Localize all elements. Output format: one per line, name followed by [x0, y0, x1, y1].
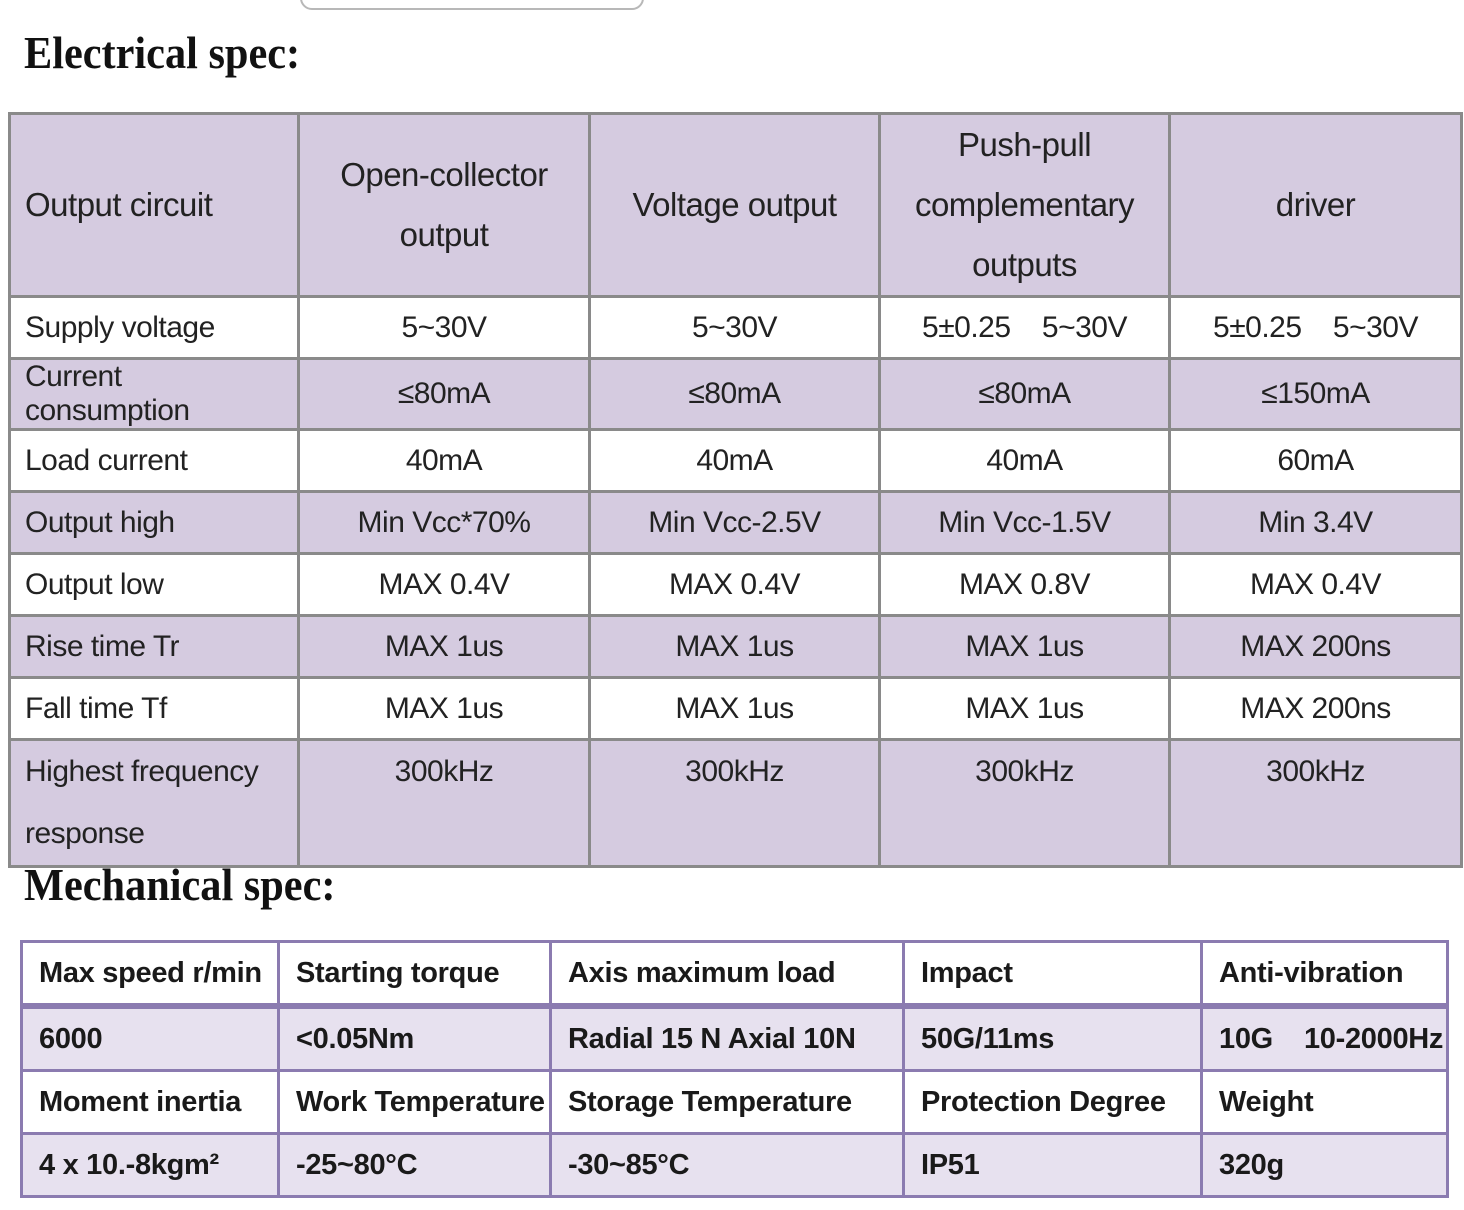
- table-row: [10, 616, 1462, 678]
- table-cell: 5±0.25 5~30V: [880, 297, 1170, 359]
- table-row: [10, 359, 1462, 430]
- table-cell: Moment inertia: [22, 1071, 279, 1134]
- header-voltage-output: Voltage output: [590, 114, 880, 297]
- table-cell: 50G/11ms: [904, 1006, 1202, 1071]
- table-cell: ≤80mA: [590, 359, 880, 430]
- header-push-pull: Push-pull complementary outputs: [880, 114, 1170, 297]
- table-cell: 5±0.25 5~30V: [1170, 297, 1462, 359]
- table-cell: 6000: [22, 1006, 279, 1071]
- table-cell: 300kHz: [880, 740, 1170, 867]
- table-cell: Starting torque: [279, 942, 551, 1007]
- table-cell: MAX 200ns: [1170, 616, 1462, 678]
- electrical-spec-table: [8, 112, 1463, 868]
- table-cell: Work Temperature: [279, 1071, 551, 1134]
- header-driver: driver: [1170, 114, 1462, 297]
- table-row: [10, 554, 1462, 616]
- table-cell: 5~30V: [590, 297, 880, 359]
- table-cell: ≤80mA: [880, 359, 1170, 430]
- table-cell: ≤80mA: [299, 359, 590, 430]
- table-cell: 5~30V: [299, 297, 590, 359]
- table-row: [22, 1071, 1448, 1134]
- table-cell: Weight: [1202, 1071, 1448, 1134]
- table-cell: Radial 15 N Axial 10N: [551, 1006, 904, 1071]
- table-cell: MAX 0.8V: [880, 554, 1170, 616]
- table-cell: MAX 0.4V: [299, 554, 590, 616]
- table-row: [22, 1134, 1448, 1197]
- row-label: Output high: [10, 492, 299, 554]
- table-row: [10, 740, 1462, 867]
- table-cell: MAX 200ns: [1170, 678, 1462, 740]
- table-cell: 300kHz: [1170, 740, 1462, 867]
- row-label: Current consumption: [10, 359, 299, 430]
- table-cell: Axis maximum load: [551, 942, 904, 1007]
- table-cell: -25~80°C: [279, 1134, 551, 1197]
- table-row: [22, 942, 1448, 1007]
- table-row: [10, 297, 1462, 359]
- table-cell: MAX 1us: [880, 678, 1170, 740]
- table-cell: MAX 1us: [590, 616, 880, 678]
- table-cell: MAX 0.4V: [590, 554, 880, 616]
- table-cell: MAX 1us: [299, 678, 590, 740]
- table-cell: MAX 0.4V: [1170, 554, 1462, 616]
- table-cell: 40mA: [299, 430, 590, 492]
- electrical-header-row: [10, 114, 1462, 297]
- header-output-circuit: Output circuit: [10, 114, 299, 297]
- header-open-collector: Open-collector output: [299, 114, 590, 297]
- table-cell: MAX 1us: [880, 616, 1170, 678]
- table-cell: Impact: [904, 942, 1202, 1007]
- row-label: Supply voltage: [10, 297, 299, 359]
- mechanical-spec-table: [20, 940, 1449, 1198]
- table-cell: 40mA: [880, 430, 1170, 492]
- table-cell: -30~85°C: [551, 1134, 904, 1197]
- row-label: Highest frequency response: [10, 740, 299, 867]
- mechanical-spec-title: Mechanical spec:: [24, 859, 336, 910]
- table-cell: Min 3.4V: [1170, 492, 1462, 554]
- table-cell: MAX 1us: [299, 616, 590, 678]
- table-cell: 40mA: [590, 430, 880, 492]
- table-cell: 10G 10-2000Hz: [1202, 1006, 1448, 1071]
- table-row: [10, 430, 1462, 492]
- table-cell: Storage Temperature: [551, 1071, 904, 1134]
- table-cell: Max speed r/min: [22, 942, 279, 1007]
- table-cell: MAX 1us: [590, 678, 880, 740]
- table-cell: 300kHz: [299, 740, 590, 867]
- table-row: [10, 678, 1462, 740]
- table-cell: IP51: [904, 1134, 1202, 1197]
- table-cell: ≤150mA: [1170, 359, 1462, 430]
- table-row: [22, 1006, 1448, 1071]
- row-label: Output low: [10, 554, 299, 616]
- table-cell: Min Vcc-2.5V: [590, 492, 880, 554]
- table-cell: 320g: [1202, 1134, 1448, 1197]
- table-cell: <0.05Nm: [279, 1006, 551, 1071]
- row-label: Fall time Tf: [10, 678, 299, 740]
- row-label: Rise time Tr: [10, 616, 299, 678]
- top-tab-decoration: [300, 0, 644, 10]
- table-cell: Min Vcc-1.5V: [880, 492, 1170, 554]
- table-cell: Anti-vibration: [1202, 942, 1448, 1007]
- table-cell: Protection Degree: [904, 1071, 1202, 1134]
- table-cell: Min Vcc*70%: [299, 492, 590, 554]
- table-cell: 300kHz: [590, 740, 880, 867]
- electrical-spec-title: Electrical spec:: [24, 27, 301, 78]
- table-row: [10, 492, 1462, 554]
- table-cell: 60mA: [1170, 430, 1462, 492]
- row-label: Load current: [10, 430, 299, 492]
- table-cell: 4 x 10.-8kgm²: [22, 1134, 279, 1197]
